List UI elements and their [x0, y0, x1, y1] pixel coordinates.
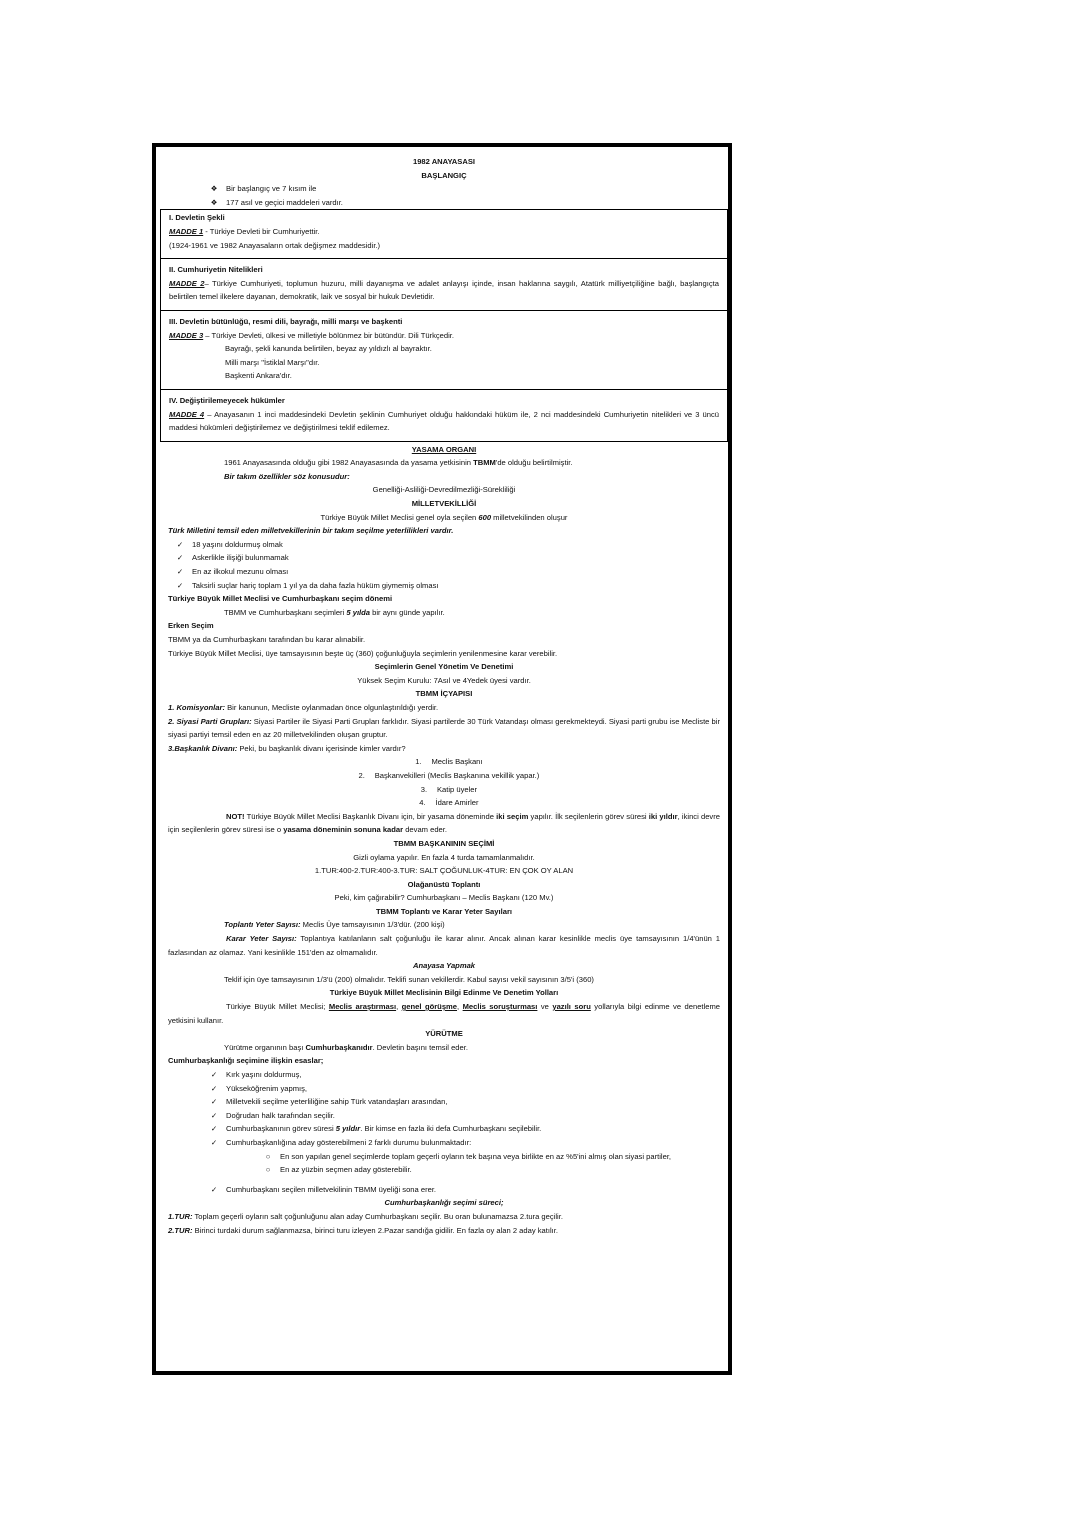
- divan-item: [168, 769, 720, 783]
- madde-text: – Anayasanın 1 inci maddesindeki Devletin şeklinin Cumhuriyet olduğu hakkındaki hüküm ile, 2 nci maddesindeki Cumhuriyetin nitelikleri ve 3 üncü maddesi hükümleri değiştirilemez ve değiştirilmesi teklif edilemez.: [169, 409, 719, 433]
- milletvekilligi-text: [168, 511, 720, 525]
- text: devam eder.: [403, 825, 447, 835]
- section-box-2: [160, 259, 728, 311]
- text: Türkiye Büyük Millet Meclisi Başkanlık Divanı için, bir yasama döneminde: [244, 811, 497, 821]
- text: Cumhurbaşkanının görev süresi: [226, 1124, 336, 1134]
- text: Yürütme organının başı: [224, 1042, 306, 1052]
- text: ve: [537, 1002, 553, 1012]
- ysk-title: Seçimlerin Genel Yönetim Ve Denetimi: [374, 662, 514, 672]
- esas-text: Milletvekili seçilme yeterliliğine sahip Türk vatandaşları arasından,: [226, 1097, 448, 1107]
- divan-item: [168, 796, 720, 810]
- req-text: Taksirli suçlar hariç toplam 1 yıl ya da daha fazla hüküm giymemiş olması: [192, 580, 439, 590]
- madde-text: – Türkiye Devleti, ülkesi ve milletiyle bölünmez bir bütündür. Dili Türkçedir.: [203, 330, 455, 340]
- doc-subtitle: BAŞLANGIÇ: [421, 170, 467, 180]
- esas-text: Kırk yaşını doldurmuş,: [226, 1070, 302, 1079]
- bsecim-text: Gizli oylama yapılır. En fazla 4 turda tamamlanmalıdır.: [353, 852, 535, 862]
- check-icon: ✓: [210, 1083, 218, 1093]
- yurutme-p1: [168, 1041, 720, 1055]
- bilgi-text: [168, 1000, 720, 1027]
- bsecim-text: 1.TUR:400-2.TUR:400-3.TUR: SALT ÇOĞUNLUK-4TUR: EN ÇOK OY ALAN: [314, 866, 574, 876]
- tur2-text: [168, 1224, 720, 1238]
- check-icon: ✓: [210, 1110, 218, 1120]
- divan-num: 4.: [419, 798, 426, 808]
- section-box-1: [160, 209, 728, 259]
- divan-label: İdare Amirler: [435, 798, 479, 808]
- text: bir aynı günde yapılır.: [370, 607, 445, 617]
- aday-text: En az yüzbin seçmen aday gösterebilir.: [280, 1165, 412, 1175]
- yasama-p1: [168, 456, 720, 470]
- text: Peki, bu başkanlık divanı içerisinde kimler vardır?: [237, 743, 406, 753]
- doc-title: 1982 ANAYASASI: [412, 157, 476, 166]
- text: Türkiye Büyük Millet Meclisi;: [226, 1002, 329, 1012]
- donem-text: [168, 606, 720, 620]
- diamond-bullet-icon: ❖: [210, 184, 218, 194]
- olag-title: Olağanüstü Toplantı: [407, 879, 481, 889]
- text-bold: 5 yılda: [346, 607, 371, 617]
- text: yollarıyla bilgi edinme ve denetleme yetkisini kullanır.: [168, 1002, 720, 1025]
- aday-text: En son yapılan genel seçimlerde toplam geçerli oyların tek başına veya birlikte en az %5'ini almış olan siyasi partiler,: [280, 1151, 672, 1161]
- text-bold: yazılı soru: [552, 1002, 591, 1012]
- document-body: [168, 155, 720, 1237]
- check-icon: ✓: [176, 539, 184, 549]
- text: 1961 Anayasasında olduğu gibi 1982 Anayasasında da yasama yetkisinin: [224, 458, 474, 468]
- divan-item: [168, 783, 720, 797]
- check-icon: ✓: [210, 1137, 218, 1147]
- text-bold: yasama döneminin sonuna kadar: [283, 825, 404, 835]
- text-bold: 1. Komisyonlar:: [168, 702, 225, 712]
- milletvekilligi-title: MİLLETVEKİLLİĞİ: [411, 499, 477, 509]
- req-item: [168, 579, 720, 593]
- esas-item: [168, 1136, 720, 1150]
- divan-text: [168, 742, 720, 756]
- text: milletvekilinden oluşur: [491, 512, 568, 522]
- text-bold: TBMM: [473, 458, 496, 468]
- req-text: En az ilkokul mezunu olması: [192, 567, 289, 577]
- text-bold: 2. Siyasi Parti Grupları:: [168, 716, 252, 726]
- donem-title: Türkiye Büyük Millet Meclisi ve Cumhurbaşkanı seçim dönemi: [168, 594, 393, 604]
- check-icon: ✓: [210, 1097, 218, 1107]
- erken-text: Türkiye Büyük Millet Meclisi, üye tamsayısının beşte üç (360) çoğunluğuyla seçimlerin yenilenmesine karar verebilir.: [168, 648, 558, 658]
- text-bold: 2.TUR:: [168, 1225, 193, 1235]
- madde-label: MADDE 4: [169, 409, 205, 419]
- text-bold: Meclis soruşturması: [462, 1002, 538, 1012]
- req-item: [168, 551, 720, 565]
- check-icon: ✓: [176, 580, 184, 590]
- text: Türkiye Büyük Millet Meclisi genel oyla seçilen: [320, 512, 479, 522]
- text: Bir kanunun, Mecliste oylanmadan önce olgunlaştırıldığı yerdir.: [224, 702, 439, 712]
- section-heading: I. Devletin Şekli: [169, 213, 225, 223]
- intro-text: 177 asıl ve geçici maddeleri vardır.: [226, 197, 343, 207]
- text-bold: Toplantı Yeter Sayısı:: [224, 920, 301, 930]
- req-text: 18 yaşını doldurmuş olmak: [192, 539, 283, 549]
- text: Birinci turdaki durum sağlanmazsa, birinci turu izleyen 2.Pazar sandığa gidilir. En fazla oy alan 2 aday katılır.: [192, 1225, 558, 1235]
- erken-text: TBMM ya da Cumhurbaşkanı tarafından bu karar alınabilir.: [168, 635, 366, 644]
- esas-title: Cumhurbaşkanlığı seçimine ilişkin esaslar;: [168, 1056, 324, 1066]
- diamond-bullet-icon: ❖: [210, 197, 218, 207]
- parti-text: [168, 715, 720, 742]
- section-text: [169, 225, 719, 239]
- text-bold: 1.TUR:: [168, 1211, 193, 1221]
- section-box-3: [160, 311, 728, 390]
- section-heading: IV. Değiştirilemeyecek hükümler: [169, 395, 285, 405]
- icyapi-title: TBMM İÇYAPISI: [415, 689, 473, 699]
- text: Toplam geçerli oyların salt çoğunluğunu alan aday Cumhurbaşkanı seçilir. Bu oran bulunamazsa 2.tura geçilir.: [192, 1211, 563, 1221]
- divan-label: Başkanvekilleri (Meclis Başkanına vekillik yapar.): [374, 770, 540, 780]
- text: ,: [457, 1002, 463, 1012]
- madde-label: MADDE 2: [169, 278, 205, 288]
- divan-label: Meclis Başkanı: [431, 757, 483, 767]
- olag-text: Peki, kim çağırabilir? Cumhurbaşkanı – Meclis Başkanı (120 Mv.): [334, 893, 554, 903]
- check-icon: ✓: [210, 1070, 218, 1079]
- ysk-text: Yüksek Seçim Kurulu: 7Asıl ve 4Yedek üyesi vardır.: [357, 675, 531, 685]
- intro-text: Bir başlangıç ve 7 kısım ile: [226, 184, 317, 194]
- esas-text: Cumhurbaşkanı seçilen milletvekilinin TBMM üyeliği sona erer.: [226, 1184, 437, 1194]
- text: ,: [396, 1002, 402, 1012]
- req-item: [168, 565, 720, 579]
- text: Siyasi Partiler ile Siyasi Parti Grupları farklıdır. Siyasi partilerde 30 Türk Vatandaşı olması gerekmekteydi. Siyasi parti grubu ise Mecliste bir siyasi partiyi temsil eden en az 20 milletvekilinden oluşan gruptur.: [168, 716, 720, 740]
- section-text: [169, 277, 719, 304]
- document-page: [152, 143, 732, 1375]
- madde-text: – Türkiye Cumhuriyeti, toplumun huzuru, milli dayanışma ve adalet anlayışı içinde, insan haklarına saygılı, Atatürk milliyetçiliğine bağlı, başlangıçta belirtilen temel ilkelere dayanan, demokratik, laik ve sosyal bir hukuk Devletidir.: [169, 278, 719, 302]
- divan-num: 3.: [420, 784, 428, 794]
- esas-item: [168, 1122, 720, 1136]
- circle-bullet-icon: ○: [265, 1151, 271, 1161]
- intro-item: [168, 196, 720, 210]
- section-line: Bayrağı, şekli kanunda belirtilen, beyaz ay yıldızlı al bayraktır.: [225, 344, 432, 354]
- yeter-title: TBMM Toplantı ve Karar Yeter Sayıları: [375, 906, 513, 916]
- esas-text: Cumhurbaşkanlığına aday gösterebilmeni 2 farklı durumu bulunmaktadır:: [226, 1137, 472, 1147]
- check-icon: ✓: [210, 1184, 218, 1194]
- madde-label: MADDE 1: [169, 226, 204, 236]
- text: Toplantıya katılanların salt çoğunluğu ile karar alınır. Ancak alınan karar kesinlikle meclis üye tamsayısının 1/4'ünün 1 fazlasından az olamaz. Yani kesinlikle 151'den az olmamalıdır.: [168, 934, 720, 957]
- section-line: Milli marşı "İstiklal Marşı"dır.: [225, 357, 320, 367]
- aday-item: [168, 1163, 720, 1177]
- aday-item: [168, 1150, 720, 1164]
- yasama-p3: Genelliği-Asliliği-Devredilmezliği-Sürekliliği: [372, 485, 516, 495]
- text: . Bir kimse en fazla iki defa Cumhurbaşkanı seçilebilir.: [360, 1124, 542, 1134]
- toplanti-text: [168, 918, 720, 932]
- madde-label: MADDE 3: [169, 330, 204, 340]
- text: , ikinci devre için seçilenlerin görev süresi ise o: [168, 811, 720, 835]
- section-box-4: [160, 390, 728, 442]
- text-bold: 600: [478, 512, 492, 522]
- milletvekilligi-req-title: Türk Milletini temsil eden milletvekillerinin bir takım seçilme yeterlilikleri vardır.: [168, 526, 454, 536]
- text-bold: Cumhurbaşkanıdır: [305, 1042, 373, 1052]
- text-bold: NOT!: [226, 811, 245, 821]
- text-bold: iki yıldır: [648, 811, 678, 821]
- text-bold: Karar Yeter Sayısı:: [226, 934, 297, 944]
- text: yapılır. İlk seçilenlerin görev süresi: [528, 811, 649, 821]
- check-icon: ✓: [210, 1124, 218, 1134]
- esas-item: [168, 1109, 720, 1123]
- req-item: [168, 538, 720, 552]
- yasama-p2: Bir takım özellikler söz konusudur:: [224, 471, 350, 481]
- text-bold: iki seçim: [496, 811, 529, 821]
- section-heading: III. Devletin bütünlüğü, resmi dili, bayrağı, milli marşı ve başkenti: [169, 316, 403, 326]
- esas-item: [168, 1183, 720, 1197]
- esas-item: [168, 1095, 720, 1109]
- intro-item: [168, 182, 720, 196]
- esas-text: Yükseköğrenim yapmış,: [226, 1083, 308, 1093]
- section-line: Başkenti Ankara'dır.: [225, 371, 292, 381]
- esas-item: [168, 1082, 720, 1096]
- komisyon-text: [168, 701, 720, 715]
- text: TBMM ve Cumhurbaşkanı seçimleri: [224, 607, 347, 617]
- madde-text: - Türkiye Devleti bir Cumhuriyettir.: [203, 226, 320, 236]
- text-bold: 5 yıldır: [335, 1124, 361, 1134]
- text: 'de olduğu belirtilmiştir.: [495, 458, 573, 468]
- not-text: [168, 810, 720, 837]
- text-bold: genel görüşme: [401, 1002, 458, 1012]
- divan-item: [168, 755, 720, 769]
- req-text: Askerlikle ilişiği bulunmamak: [192, 553, 289, 563]
- section-heading: II. Cumhuriyetin Nitelikleri: [169, 265, 263, 275]
- circle-bullet-icon: ○: [265, 1165, 271, 1175]
- divan-num: 2.: [358, 770, 365, 780]
- yurutme-title: YÜRÜTME: [425, 1029, 463, 1039]
- yasama-title: YASAMA ORGANI: [411, 444, 477, 454]
- bilgi-title: Türkiye Büyük Millet Meclisinin Bilgi Edinme Ve Denetim Yolları: [329, 988, 559, 998]
- text: . Devletin başını temsil eder.: [372, 1042, 468, 1052]
- anayasa-title: Anayasa Yapmak: [412, 961, 476, 971]
- anayasa-text: Teklif için üye tamsayısının 1/3'ü (200) olmalıdır. Teklifi sunan vekillerdir. Kabul sayısı vekil sayısının 3/5'i (360): [224, 974, 594, 984]
- text-bold: Meclis araştırması: [328, 1002, 397, 1012]
- esas-text: Doğrudan halk tarafından seçilir.: [226, 1110, 335, 1120]
- surec-title: Cumhurbaşkanlığı seçimi süreci;: [384, 1198, 504, 1208]
- check-icon: ✓: [176, 567, 184, 577]
- divan-label: Katip üyeler: [436, 784, 478, 794]
- tur1-text: [168, 1210, 720, 1224]
- text-bold: 3.Başkanlık Divanı:: [168, 743, 238, 753]
- text: Meclis Üye tamsayısının 1/3'dür. (200 kişi): [300, 920, 445, 930]
- esas-text: [226, 1122, 541, 1136]
- erken-title: Erken Seçim: [168, 621, 214, 631]
- esas-item: [168, 1068, 720, 1082]
- section-note: (1924-1961 ve 1982 Anayasaların ortak değişmez maddesidir.): [169, 240, 381, 250]
- karar-text: [168, 932, 720, 959]
- check-icon: ✓: [176, 553, 184, 563]
- section-text: [169, 329, 719, 343]
- divan-num: 1.: [415, 757, 422, 767]
- bsecim-title: TBMM BAŞKANININ SEÇİMİ: [393, 838, 495, 848]
- section-text: [169, 408, 719, 435]
